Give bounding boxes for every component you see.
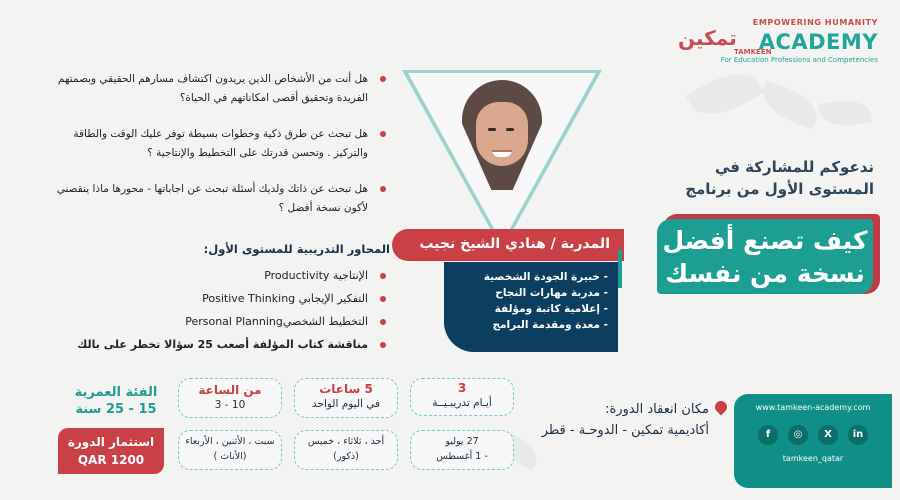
time-label: من الساعة: [198, 383, 262, 397]
question-item: [38, 180, 390, 218]
trainer-eye: [506, 128, 514, 131]
instagram-icon[interactable]: ◎: [788, 425, 808, 445]
facebook-icon[interactable]: f: [758, 425, 778, 445]
decorative-leaf: [818, 96, 872, 130]
bullet-dot: [380, 76, 386, 82]
location-pin-icon: [713, 399, 730, 416]
axis-text: مناقشة كتاب المؤلفة أصعب 25 سؤالا تخطر على بالك: [77, 338, 368, 351]
age-range: 15 - 25 سنة: [75, 402, 157, 417]
social-panel: [734, 394, 892, 488]
hours-box: [294, 378, 398, 418]
axis-item: [60, 264, 390, 287]
accent-bar: [618, 250, 622, 288]
venue: [515, 399, 709, 441]
logo-subtitle: For Education Professions and Competencies: [720, 56, 878, 64]
hours-number: 5 ساعات: [319, 382, 373, 396]
axes-list: [60, 264, 390, 356]
days-box: [410, 378, 514, 416]
investment-price: QAR 1200: [77, 453, 145, 467]
end-date: - 1 أغسطس: [436, 451, 488, 462]
axis-item: [60, 333, 390, 356]
logo-tagline: EMPOWERING HUMANITY: [752, 18, 878, 27]
social-handle[interactable]: tamkeen_qatar: [782, 454, 844, 463]
invitation-text: [654, 156, 874, 200]
credential-item: - إعلامية كاتبة ومؤلفة: [494, 303, 608, 315]
age-label: الفئة العمرية: [74, 385, 158, 400]
days-dates-box: [410, 430, 514, 470]
axis-item: [60, 287, 390, 310]
bullet-dot: [380, 273, 386, 279]
academy-logo: [678, 18, 878, 68]
decorative-leaf: [757, 81, 824, 130]
question-text: هل تبحث عن ذاتك ولديك أسئلة تبحث عن اجاباتها - محورها ماذا ينقصني لأكون نسخة أفضل ؟: [56, 183, 368, 214]
investment-badge: [58, 428, 164, 474]
axis-text: التخطيط الشخصيPersonal Planning: [185, 315, 368, 328]
credential-item: - خبيرة الجودة الشخصية: [483, 271, 608, 283]
axis-item: [60, 310, 390, 333]
female-days-box: [178, 430, 282, 470]
venue-label: مكان انعقاد الدورة:: [605, 402, 709, 417]
question-text: هل تبحث عن طرق ذكية وخطوات بسيطة توفر عليك الوقت والطاقة والتركيز . وتحسن قدرتك على التخطيط والإنتاجية ؟: [73, 128, 368, 159]
logo-tamkeen-text: TAMKEEN: [734, 48, 772, 56]
axes-title: المحاور التدريبية للمستوى الأول:: [203, 242, 390, 256]
bullet-dot: [380, 296, 386, 302]
male-days-box: [294, 430, 398, 470]
axis-text: الإنتاجية Productivity: [264, 269, 368, 282]
x-icon[interactable]: X: [818, 425, 838, 445]
start-date: 27 يوليو: [445, 436, 479, 447]
venue-place: أكاديمية تمكين - الدوحـة - قطر: [541, 423, 709, 438]
female-label: (الأناث ): [213, 451, 247, 462]
bullet-dot: [380, 131, 386, 137]
days-label: أيـام تدريبـيــة: [432, 397, 492, 409]
trainer-eye: [488, 128, 496, 131]
time-box: [178, 378, 282, 418]
credential-item: - معدة ومقدمة البرامج: [492, 319, 608, 331]
program-title-line-1: كيف تصنع أفضل: [662, 226, 868, 255]
question-text: هل أنت من الأشخاص الذين يريدون اكتشاف مسارهم الحقيقي وبصمتهم الفريدة وتحقيق أقصى امكاناتهم في الحياة؟: [57, 73, 368, 104]
female-days: سبت ، الأثنين ، الأربعاء: [185, 436, 275, 447]
axis-text: التفكير الإيجابي Positive Thinking: [202, 292, 368, 305]
bullet-dot: [380, 319, 386, 325]
logo-arabic-text: تمكين: [678, 26, 737, 50]
program-title-line-2: نسخة من نفسك: [665, 259, 865, 288]
investment-label: استثمار الدورة: [67, 435, 155, 449]
male-days: أحد ، ثلاثاء ، خميس: [307, 436, 385, 447]
logo-academy-text: ACADEMY: [758, 30, 878, 54]
social-icons: [734, 425, 892, 445]
linkedin-icon[interactable]: in: [848, 425, 868, 445]
bullet-dot: [380, 186, 386, 192]
question-item: [38, 70, 390, 108]
hours-label: في اليوم الواحد: [311, 398, 381, 410]
male-label: (ذكور): [333, 451, 359, 462]
invitation-line-2: المستوى الأول من برنامج: [685, 180, 874, 198]
question-item: [38, 125, 390, 163]
days-number: 3: [457, 381, 467, 395]
credential-item: - مدربة مهارات النجاح: [495, 287, 608, 299]
invitation-line-1: ندعوكم للمشاركة في: [714, 158, 874, 176]
website-link[interactable]: www.tamkeen-academy.com: [755, 403, 871, 412]
decorative-leaf: [686, 61, 765, 127]
age-group: [64, 384, 168, 418]
bullet-dot: [380, 342, 386, 348]
trainer-name-banner: المدربة / هنادي الشيخ نجيب: [392, 229, 624, 261]
program-title: [657, 219, 873, 294]
questions-list: [38, 70, 390, 235]
trainer-credentials: [444, 262, 618, 352]
time-range: 10 - 3: [214, 399, 246, 411]
